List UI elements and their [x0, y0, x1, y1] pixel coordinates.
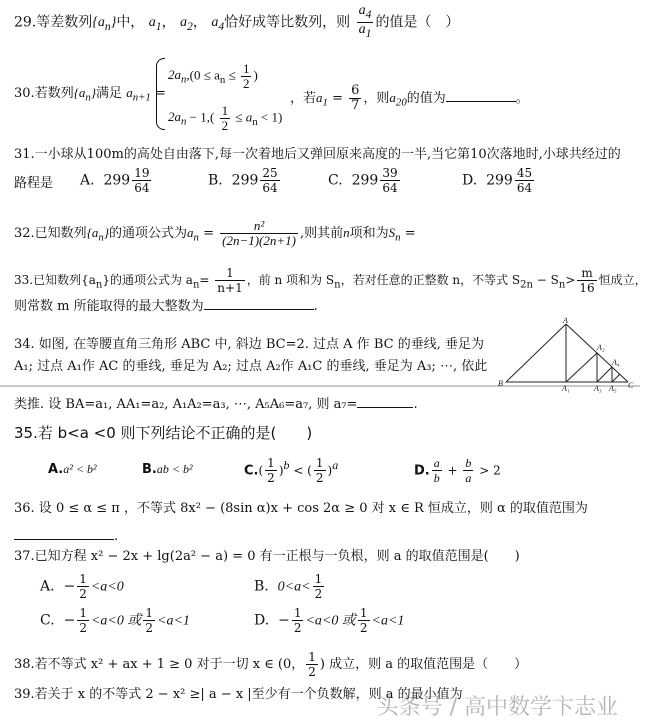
option-c: C. 299 $\frac{39}{64}$	[328, 166, 398, 195]
question-36: 36. 设 0 ≤ α ≤ π ，不等式 8x² − (8sin α)x + cos 2α ≥ 0 对 x ∈ R 恒成立，则 α 的取值范围为	[14, 501, 588, 516]
option-d: D. 299 $\frac{45}{64}$	[462, 166, 533, 195]
piecewise-case-1: $2a_n,(0 \le a_n$ ≤ $\frac{1}{2}$ )	[168, 61, 258, 91]
question-number: 29.	[14, 14, 37, 31]
option-d: D. $\frac{a}{b}$ + $\frac{b}{a}$ > 2	[414, 456, 501, 485]
question-38: 38.若不等式 x² + ax + 1 ≥ 0 对于一切 x ∈ (0， $\frac{1}{2}$ ) 成立，则 a 的取值范围是（ ）	[14, 650, 528, 679]
question-39: 39.若关于 x 的不等式 2 − x² ≥| a − x |至少有一个负数解，则 a 的最小值为	[14, 687, 463, 702]
option-a: A.a² < b²	[48, 462, 97, 477]
question-36-blank: .	[14, 528, 118, 546]
question-37: 37.已知方程 x² − 2x + lg(2a² − a) = 0 有一正根与一负根，则 a 的取值范围是( )	[14, 549, 520, 564]
piecewise-case-2: $2a_n - 1$,( $\frac{1}{2}$ ≤ $a_n < 1$)	[168, 103, 283, 133]
option-b: B.ab < b²	[142, 462, 193, 477]
answer-blank	[357, 407, 413, 408]
question-29: 29.等差数列$\{a_n\}$中， $a_1$， $a_2$， $a_4$恰好成等比数列，则 $\frac{a_4}{a_1}$ 的值是（ ）	[14, 3, 460, 40]
question-34-line-3: 类推. 设 BA=a₁, AA₁=a₂, A₁A₂=a₃, ⋯, A₅A₆=a₇, 则 a₇= .	[14, 397, 418, 412]
option-c: C. − $\frac{1}{2}$ <a<0 或 $\frac{1}{2}$ <a<1	[40, 606, 190, 635]
label-c: C	[628, 381, 634, 390]
answer-blank	[14, 539, 114, 540]
option-b: B. 0<a< $\frac{1}{2}$	[254, 572, 323, 601]
label-a3: A₃	[594, 384, 602, 393]
option-d: D. − $\frac{1}{2}$ <a<0 或 $\frac{1}{2}$ <a<1	[254, 606, 405, 635]
piecewise-brace	[156, 58, 165, 130]
question-34-line-1: 34. 如图, 在等腰直角三角形 ABC 中, 斜边 BC=2. 过点 A 作 BC 的垂线, 垂足为	[14, 337, 484, 352]
label-a: A	[563, 316, 568, 325]
option-a: A. − $\frac{1}{2}$ <a<0	[40, 572, 124, 601]
fraction: $\frac{a_4}{a_1}$	[358, 3, 372, 40]
option-c: C.( $\frac{1}{2}$ )$^b$ < ( $\frac{1}{2}$ )$^a$	[244, 456, 339, 485]
answer-blank	[204, 309, 314, 310]
question-31-line-1: 31.一小球从100m的高处自由落下,每一次着地后又弹回原来高度的一半,当它第10次落地时,小球共经过的	[14, 147, 621, 162]
label-a4: A₄	[612, 358, 620, 367]
answer-blank	[446, 101, 516, 102]
triangle-figure	[498, 316, 636, 392]
question-32: 32.已知数列$\{a_n\}$的通项公式为$a_n$ = $\frac{\text{n²}}{(2n-1)(2n+1)}$ ,则其前n项和为$S_n$ =	[14, 218, 416, 248]
question-30: 30.若数列$\{a_n\}$满足 $a_{n+1}$ =	[14, 85, 166, 104]
option-a: A. 299 $\frac{19}{64}$	[80, 166, 150, 195]
question-33-line-1: 33.已知数列$\{a_n\}$的通项公式为 $a_n=$ $\frac{1}{n+1}$ ，前 n 项和为 $S_n$，若对任意的正整数 n，不等式 $S_{2n} - S_n>$ $\frac{m}{16}$ 恒成立，	[14, 266, 647, 295]
question-30-tail: ，若$a_1$ = $\frac{6}{7}$ ，则$a_{20}$的值为 。	[290, 83, 529, 113]
question-35: 35.若 b<a <0 则下列结论不正确的是( )	[14, 424, 313, 442]
question-31-line-2: 路程是	[14, 176, 54, 191]
question-33-line-2: 则常数 m 所能取得的最大整数为 .	[14, 299, 318, 314]
label-a1: A₁	[562, 384, 570, 393]
label-b: B	[498, 379, 503, 388]
watermark: 头条号 / 高中数学卞志业	[376, 695, 618, 720]
question-34-line-2: A₁; 过点 A₁作 AC 的垂线, 垂足为 A₂; 过点 A₂作 A₁C 的垂线, 垂足为 A₃; ⋯, 依此	[14, 359, 488, 374]
label-a5: A₅	[609, 384, 617, 393]
label-a2: A₂	[597, 343, 605, 352]
option-b: B. 299 $\frac{25}{64}$	[208, 166, 278, 195]
